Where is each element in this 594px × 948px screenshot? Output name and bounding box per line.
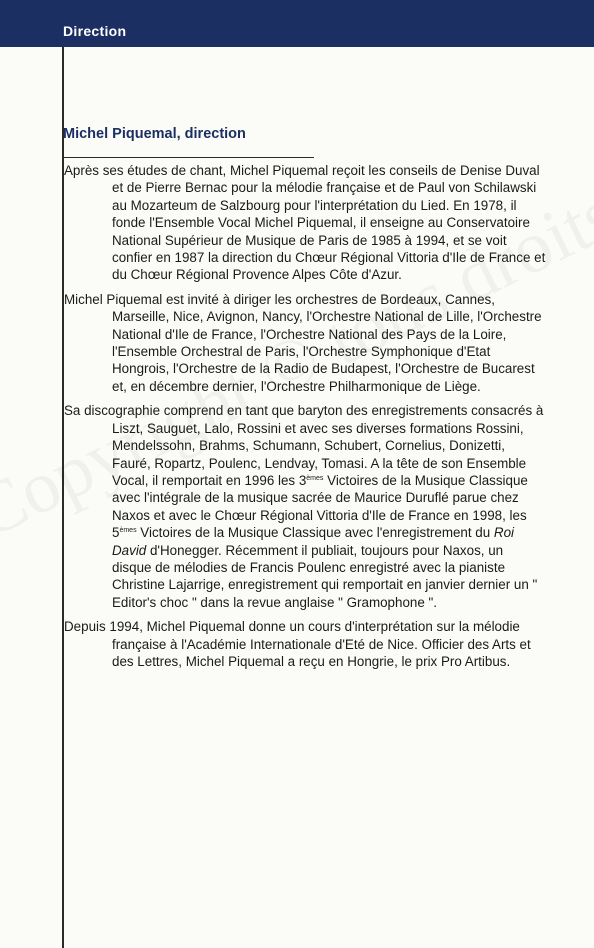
discography-text-2: Victoires de la Musique Classique avec l'intégrale de la musique sacrée de Maurice Duruflé parue chez Naxos et avec le Chœur Régional Vittoria d'Ile de France en 1998, les 5 xyxy=(112,472,528,541)
paragraph-discography xyxy=(64,402,546,611)
discography-text-4: d'Honegger. Récemment il publiait, toujours pour Naxos, un disque de mélodies de Francis Poulenc enregistré avec la pianiste Christine Lajarrige, enregistrement qui remportait en janvier dernier un " Editor's choc " dans la revue anglaise " Gramophone ". xyxy=(112,542,538,610)
paragraph-training: Après ses études de chant, Michel Piquemal reçoit les conseils de Denise Duval et de Pierre Bernac pour la mélodie française et de Paul von Schilawski au Mozarteum de Salzbourg pour l'interprétation du Lied. En 1978, il fonde l'Ensemble Vocal Michel Piquemal, il enseigne au Conservatoire National Supérieur de Musique de Paris de 1985 à 1994, et se voit confier en 1987 la direction du Chœur Régional Vittoria d'Ile de France et du Chœur Régional Provence Alpes Côte d'Azur. xyxy=(64,163,546,283)
discography-text-3: Victoires de la Musique Classique avec l'enregistrement du xyxy=(136,525,494,541)
paragraph-orchestras: Michel Piquemal est invité à diriger les orchestres de Bordeaux, Cannes, Marseille, Nice, Avignon, Nancy, l'Orchestre National de Lille, l'Orchestre National d'Ile de France, l'Orchestre National des Pays de la Loire, l'Ensemble Orchestral de Paris, l'Orchestre Symphonique d'Etat Hongrois, l'Orchestre de la Radio de Budapest, l'Orchestre de Bucarest et, en décembre dernier, l'Orchestre Philharmonique de Liège. xyxy=(64,291,542,394)
biography-text xyxy=(64,162,546,677)
section-title: Michel Piquemal, direction xyxy=(63,126,246,142)
work-title-italic: Roi David xyxy=(112,525,515,558)
paragraph-teaching: Depuis 1994, Michel Piquemal donne un cours d'interprétation sur la mélodie française à l'Académie Internationale d'Eté de Nice. Officier des Arts et des Lettres, Michel Piquemal a reçu en Hongrie, le prix Pro Artibus. xyxy=(64,619,531,669)
superscript-emes: èmes xyxy=(119,527,137,535)
discography-text-1: Sa discographie comprend en tant que baryton des enregistrements consacrés à Liszt, Sauguet, Lalo, Rossini et avec ses diverses formations Rossini, Mendelssohn, Brahms, Schumann, Schubert, Cornelius, Donizetti, Fauré, Ropartz, Poulenc, Lendvay, Tomasi. A la tête de son Ensemble Vocal, il remportait en 1996 les 3 xyxy=(64,403,544,488)
superscript-emes: èmes xyxy=(306,474,324,482)
header-title: Direction xyxy=(63,23,127,39)
title-underline xyxy=(62,157,314,158)
header-bar xyxy=(0,0,594,47)
